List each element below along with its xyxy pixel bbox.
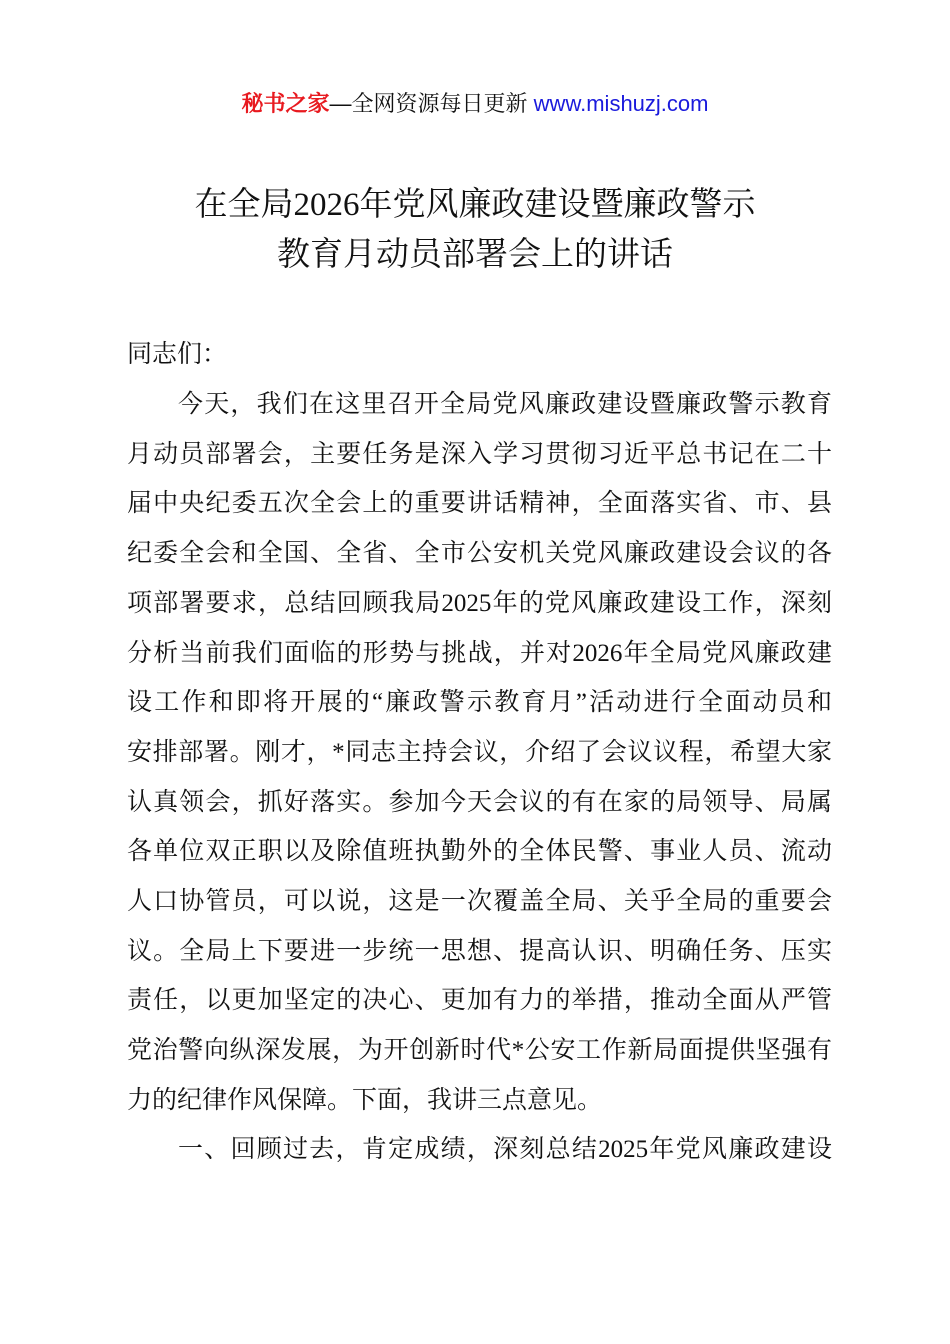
- paragraph-line: 今天，我们在这里召开全局党风廉政建设暨廉政警示教育: [178, 391, 832, 418]
- paragraph-line: 月动员部署会，主要任务是深入学习贯彻习近平总书记在二十: [127, 440, 832, 468]
- site-url-link[interactable]: www.mishuzj.com: [533, 91, 709, 116]
- paragraph-line: 认真领会，抓好落实。参加今天会议的有在家的局领导、局属: [127, 788, 832, 816]
- section-heading-1: 一、回顾过去，肯定成绩，深刻总结2025年党风廉政建设: [178, 1136, 832, 1163]
- banner-slogan: —全网资源每日更新: [329, 91, 528, 116]
- paragraph-line: 各单位双正职以及除值班执勤外的全体民警、事业人员、流动: [127, 838, 832, 866]
- paragraph-line: 设工作和即将开展的“廉政警示教育月”活动进行全面动员和: [127, 689, 832, 717]
- site-banner: [0, 88, 950, 120]
- brand-name: 秘书之家: [241, 91, 330, 116]
- paragraph-line: 项部署要求，总结回顾我局2025年的党风廉政建设工作，深刻: [127, 589, 832, 617]
- document-title-line-1: 在全局2026年党风廉政建设暨廉政警示: [194, 187, 756, 223]
- paragraph-line: 届中央纪委五次全会上的重要讲话精神，全面落实省、市、县: [127, 490, 832, 518]
- paragraph-line: 责任，以更加坚定的决心、更加有力的举措，推动全面从严管: [127, 987, 832, 1015]
- paragraph-line: 人口协管员，可以说，这是一次覆盖全局、关乎全局的重要会: [127, 888, 832, 915]
- paragraph-line: 力的纪律作风保障。下面，我讲三点意见。: [127, 1086, 603, 1114]
- paragraph-line: 议。全局上下要进一步统一思想、提高认识、明确任务、压实: [127, 937, 832, 965]
- greeting: 同志们：: [127, 341, 228, 368]
- paragraph-line: 安排部署。刚才，*同志主持会议，介绍了会议议程，希望大家: [127, 738, 832, 766]
- document-title-line-2: 教育月动员部署会上的讲话: [277, 237, 673, 273]
- paragraph-line: 党治警向纵深发展，为开创新时代*公安工作新局面提供坚强有: [127, 1037, 832, 1065]
- paragraph-line: 分析当前我们面临的形势与挑战，并对2026年全局党风廉政建: [127, 639, 832, 667]
- paragraph-line: 纪委全会和全国、全省、全市公安机关党风廉政建设会议的各: [127, 540, 832, 568]
